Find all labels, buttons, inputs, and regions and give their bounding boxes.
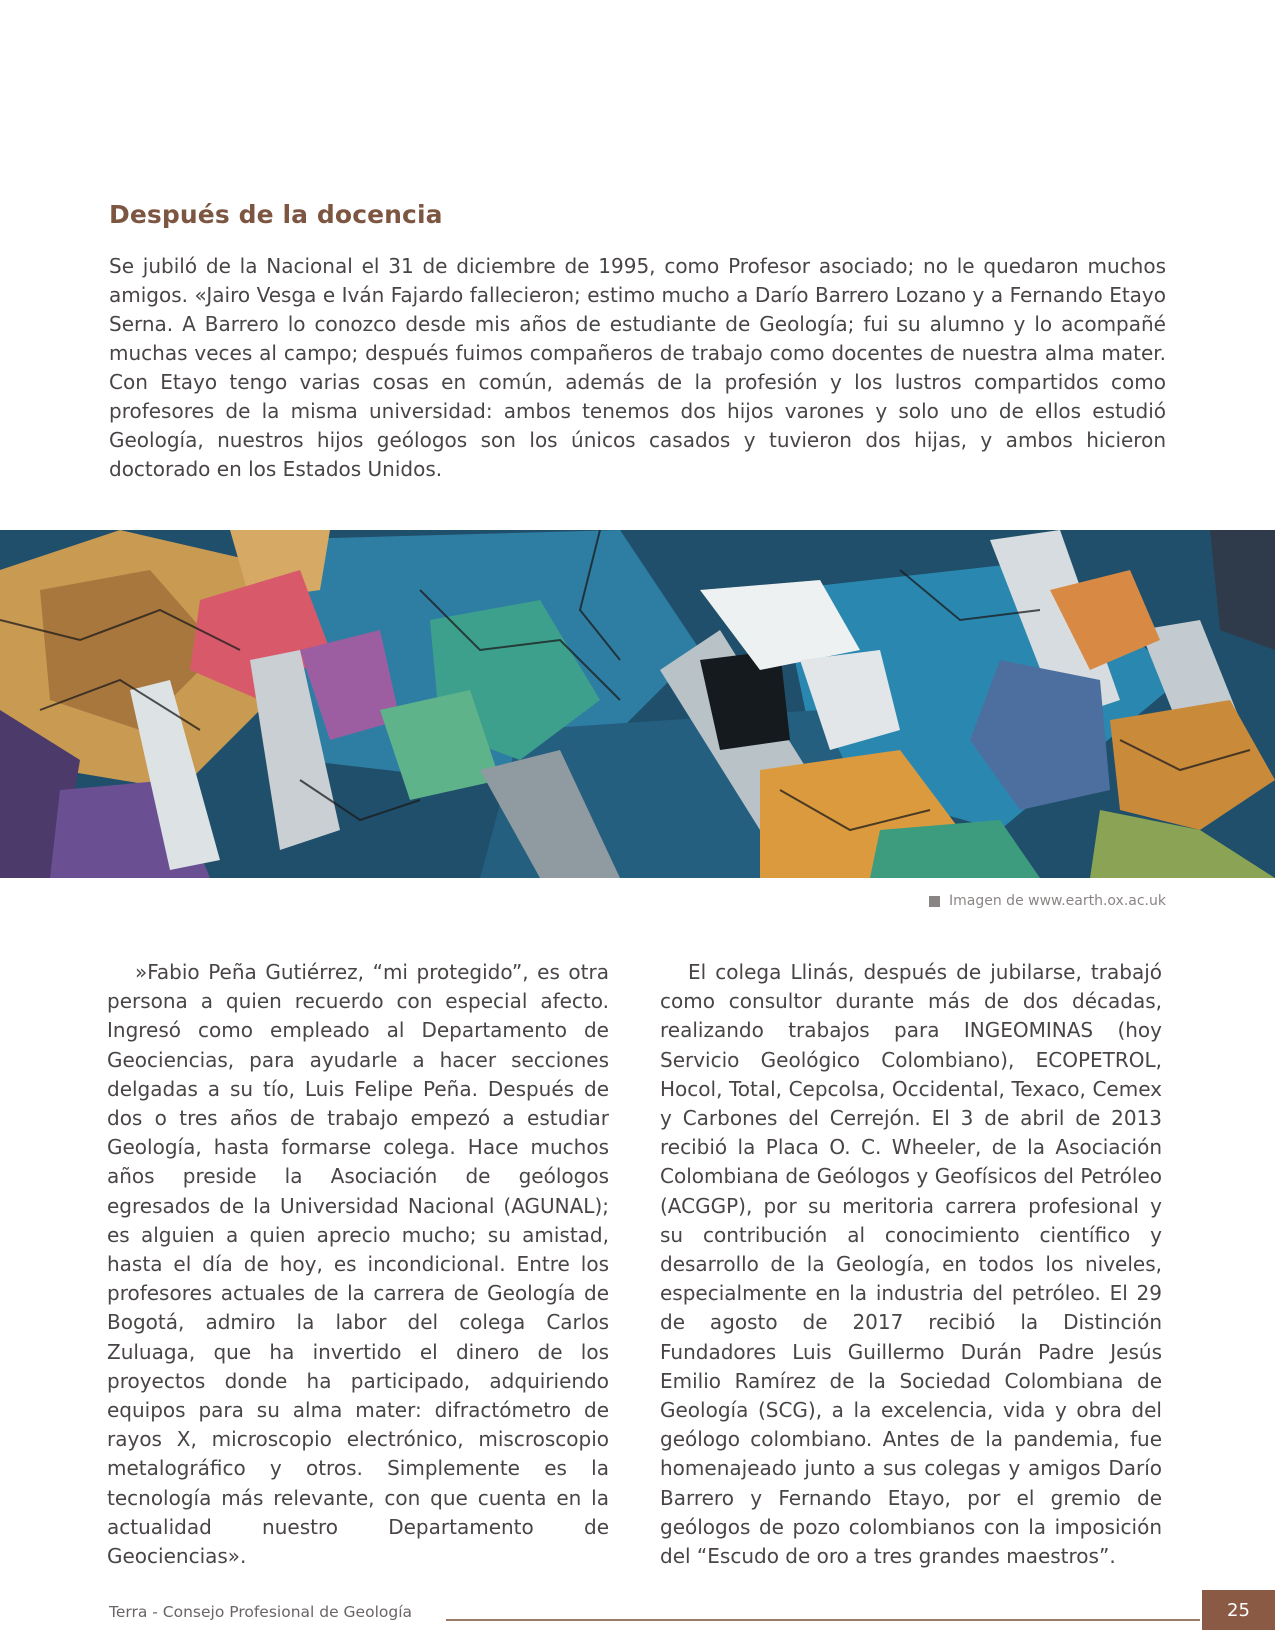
page-number-badge: 25: [1202, 1590, 1275, 1630]
thin-section-micrograph: [0, 530, 1275, 878]
section-heading: Después de la docencia: [109, 200, 443, 229]
column-left-paragraph: »Fabio Peña Gutiérrez, “mi protegido”, es otra persona a quien recuerdo con especial afecto. Ingresó como empleado al Departamento de Geociencias, para ayudarle a hacer secciones delgadas a su tío, Luis Felipe Peña. Después de dos o tres años de trabajo empezó a estudiar Geología, hasta formarse colega. Hace muchos años preside la Asociación de geólogos egresados de la Universidad Nacional (AGUNAL); es alguien a quien aprecio mucho; su amistad, hasta el día de hoy, es incondicional. Entre los profesores actuales de la carrera de Geología de Bogotá, admiro la labor del colega Carlos Zuluaga, que ha invertido el dinero de los proyectos donde ha participado, adquiriendo equipos para su alma mater: difractómetro de rayos X, microscopio electrónico, miscroscopio metalográfico y otros. Simplemente es la tecnología más relevante, con que cuenta en la actualidad nuestro Departamento de Geociencias».: [107, 960, 609, 1569]
footer-divider: [446, 1619, 1200, 1621]
image-caption: [929, 893, 1166, 909]
square-bullet-icon: [929, 896, 940, 907]
intro-paragraph: Se jubiló de la Nacional el 31 de diciembre de 1995, como Profesor asociado; no le quedaron muchos amigos. «Jairo Vesga e Iván Fajardo fallecieron; estimo mucho a Darío Barrero Lozano y a Fernando Etayo Serna. A Barrero lo conozco desde mis años de estudiante de Geología; fui su alumno y lo acompañé muchas veces al campo; después fuimos compañeros de trabajo como docentes de nuestra alma mater. Con Etayo tengo varias cosas en común, además de la profesión y los lustros compartidos como profesores de la misma universidad: ambos tenemos dos hijos varones y solo uno de ellos estudió Geología, nuestros hijos geólogos son los únicos casados y tuvieron dos hijas, y ambos hicieron doctorado en los Estados Unidos.: [109, 254, 1166, 481]
footer-publication: Terra - Consejo Profesional de Geología: [109, 1603, 413, 1621]
column-right-paragraph: El colega Llinás, después de jubilarse, trabajó como consultor durante más de dos décadas, realizando trabajos para INGEOMINAS (hoy Servicio Geológico Colombiano), ECOPETROL, Hocol, Total, Cepcolsa, Occidental, Texaco, Cemex y Carbones del Cerrejón. El 3 de abril de 2013 recibió la Placa O. C. Wheeler, de la Asociación Colombiana de Geólogos y Geofísicos del Petróleo (ACGGP), por su meritoria carrera profesional y su contribución al conocimiento científico y desarrollo de la Geología, en todos los niveles, especialmente en la industria del petróleo. El 29 de agosto de 2017 recibió la Distinción Fundadores Luis Guillermo Durán Padre Jesús Emilio Ramírez de la Sociedad Colombiana de Geología (SCG), a la excelencia, vida y obra del geólogo colombiano. Antes de la pandemia, fue homenajeado junto a sus colegas y amigos Darío Barrero y Fernando Etayo, por el gremio de geólogos de pozo colombianos con la imposición del “Escudo de oro a tres grandes maestros”.: [660, 960, 1162, 1569]
image-caption-text: Imagen de www.earth.ox.ac.uk: [949, 893, 1166, 909]
